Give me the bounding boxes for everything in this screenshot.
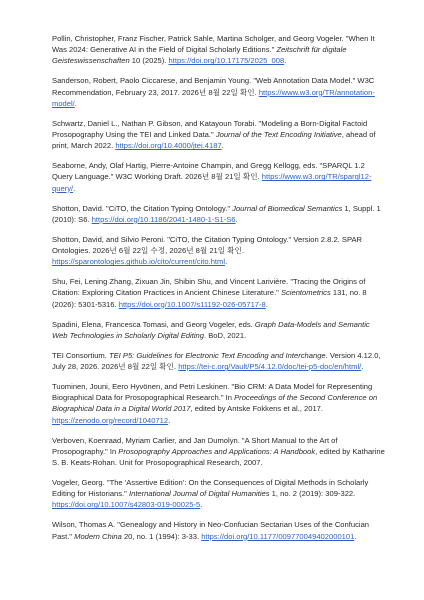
reference-text: 131, no. 8 (2026): 5301-5316. <box>52 288 367 309</box>
reference-link[interactable]: https://doi.org/10.1007/s42803-019-00025-5 <box>52 500 201 510</box>
reference-link[interactable]: https://tei-c.org/Vault/P5/4.12.0/doc/tei-p5-doc/en/html/ <box>178 362 362 372</box>
reference-entry <box>52 276 386 310</box>
reference-title-italic: TEI P5: Guidelines for Electronic Text Encoding and Interchange <box>108 350 326 360</box>
reference-link[interactable]: https://doi.org/10.4000/jtei.4187 <box>115 141 222 151</box>
reference-text: Tuominen, Jouni, Eero Hyvönen, and Petri Leskinen. "Bio CRM: A Data Model for Representing Biographical Data for Prosopographical Research." In <box>52 382 373 403</box>
reference-text: TEI Consortium. <box>52 350 109 360</box>
reference-entry <box>52 75 386 109</box>
reference-entry <box>52 234 386 268</box>
reference-text: Shotton, David. "CiTO, the Citation Typing Ontology." <box>52 203 233 213</box>
reference-text: 1, Suppl. 1 (2010): S6. <box>52 203 381 224</box>
reference-link[interactable]: https://doi.org/10.1007/s11192-026-05717-8 <box>118 299 266 309</box>
reference-text: 20, no. 1 (1994): 3-33. <box>121 531 202 541</box>
reference-entry <box>52 350 386 372</box>
reference-text: Shotton, David, and Silvio Peroni. "CiTO, the Citation Typing Ontology." Version 2.8.2. SPAR Ontologies. 2026년 6월 22일 수정, 2026년 8월 21일 확인. <box>52 234 363 256</box>
reference-text: . Version 4.12.0, July 28, 2026. 2026년 8월 22일 확인. <box>52 350 381 372</box>
reference-text: Vogeler, Georg. "The 'Assertive Edition': On the Consequences of Digital Methods in Scholarly Editing for Historians." <box>52 478 369 499</box>
reference-entry <box>52 33 386 67</box>
reference-text: . <box>200 500 203 510</box>
reference-text: Verboven, Koenraad, Myriam Carlier, and Jan Dumolyn. "A Short Manual to the Art of Prosopography." In <box>52 435 338 456</box>
reference-title-italic: Zeitschrift für digitale Geisteswissenschaften <box>52 45 347 66</box>
reference-text: , edited by Antske Fokkens et al., 2017. <box>190 404 324 414</box>
reference-text: Shu, Fei, Lening Zhang, Zixuan Jin, Shibin Shu, and Vincent Larivière. "Tracing the Origins of Citation: Exploring Citation Practices in Ancient Chinese Literature." <box>52 277 366 298</box>
reference-text: . <box>74 98 77 108</box>
reference-link[interactable]: https://zenodo.org/record/1040712 <box>52 415 169 425</box>
reference-title-italic: Modern China <box>74 531 122 541</box>
reference-list <box>52 33 386 542</box>
reference-entry <box>52 319 386 341</box>
reference-text: . <box>168 415 171 425</box>
reference-link[interactable]: https://doi.org/10.1186/2041-1480-1-S1-S6 <box>91 214 236 224</box>
reference-entry <box>52 118 386 152</box>
reference-text: Spadini, Elena, Francesca Tomasi, and Georg Vogeler, eds. <box>52 319 255 329</box>
reference-text: . <box>354 531 357 541</box>
reference-text: Seaborne, Andy, Olaf Hartig, Pierre-Antoine Champin, and Gregg Kellogg, eds. "SPARQL 1.2 Query Language." W3C Working Draft. 2026년 8월 21일 확인. <box>52 161 365 182</box>
reference-text: . <box>265 299 268 309</box>
reference-text: Pollin, Christopher, Franz Fischer, Patrick Sahle, Martina Scholger, and Georg Vogeler. "When It Was 2024: Generative AI in the Field of Digital Scholarly Editions." <box>52 34 375 55</box>
reference-text: 1, no. 2 (2019): 309-322. <box>269 489 356 499</box>
reference-text: . <box>235 214 238 224</box>
reference-text: Wilson, Thomas A. "Genealogy and History in Neo-Confucian Sectarian Uses of the Confucian Past." <box>52 520 370 541</box>
reference-link[interactable]: https://www.w3.org/TR/annotation-model/ <box>52 87 375 108</box>
reference-text: Sanderson, Robert, Paolo Ciccarese, and Benjamin Young. "Web Annotation Data Model." W3C Recommendation, February 23, 2017. 2026년 8월 22일 확인. <box>52 76 375 97</box>
reference-text: . <box>225 257 228 267</box>
reference-text: 10 (2025). <box>129 56 169 66</box>
reference-link[interactable]: https://doi.org/10.17175/2025_008 <box>168 56 285 66</box>
reference-title-italic: International Journal of Digital Humanities <box>128 489 270 499</box>
reference-text: . <box>221 141 224 151</box>
reference-title-italic: Graph Data-Models and Semantic Web Technologies in Scholarly Digital Editing <box>52 319 370 340</box>
reference-entry <box>52 381 386 426</box>
reference-link[interactable]: https://doi.org/10.1177/009770049402000101 <box>201 531 355 541</box>
reference-link[interactable]: https://www.w3.org/TR/sparql12-query/ <box>52 172 372 193</box>
reference-text: , edited by Katharine S. B. Keats-Rohan. Unit for Prosopographical Research, 2007. <box>52 446 385 468</box>
reference-text: . <box>361 362 364 372</box>
reference-link[interactable]: https://sparontologies.github.io/cito/current/cito.html <box>52 257 226 267</box>
reference-text: . BoD, 2021. <box>203 330 247 340</box>
reference-entry <box>52 203 386 225</box>
reference-entry <box>52 519 386 541</box>
reference-entry <box>52 477 386 511</box>
reference-text: . <box>73 183 76 193</box>
reference-title-italic: Proceedings of the Second Conference on Biographical Data in a Digital World 2017 <box>52 393 378 414</box>
reference-title-italic: Prosopography Approaches and Applications: A Handbook <box>118 446 316 456</box>
reference-title-italic: Journal of Biomedical Semantics <box>232 203 343 213</box>
reference-title-italic: Journal of the Text Encoding Initiative <box>215 130 342 140</box>
reference-text: , ahead of print, March 2022. <box>52 130 376 151</box>
reference-title-italic: Scientometrics <box>280 288 331 298</box>
reference-text: . <box>284 56 287 66</box>
reference-text: Schwartz, Daniel L., Nathan P. Gibson, and Katayoun Torabi. "Modeling a Born-Digital Factoid Prosopography Using the TEI and Linked Data." <box>52 118 368 140</box>
reference-entry <box>52 160 386 194</box>
reference-entry <box>52 435 386 469</box>
